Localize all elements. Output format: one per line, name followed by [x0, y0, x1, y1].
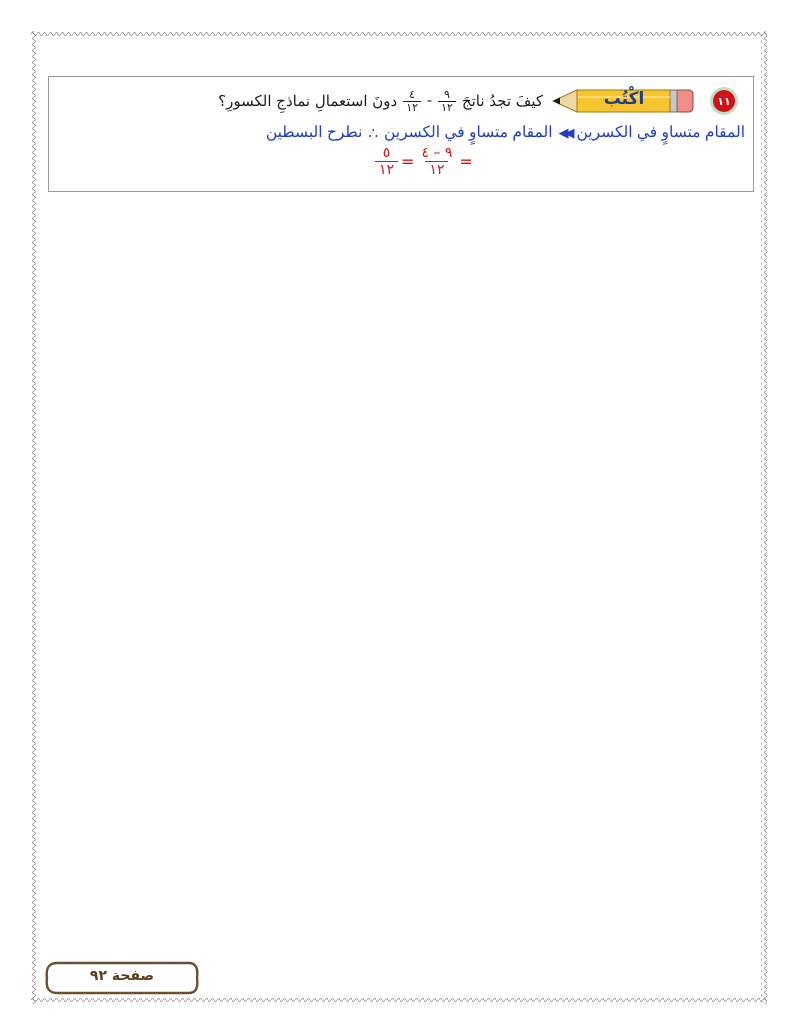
write-label: اكْتُب	[603, 89, 645, 109]
result-fraction	[375, 145, 398, 178]
trailing-equals-sign: =	[459, 152, 473, 171]
fraction-b-denominator: ١٢	[403, 101, 421, 114]
question-suffix: دونَ استعمالِ نماذجِ الكسورِ؟	[218, 92, 398, 110]
result-denominator: ١٢	[375, 161, 398, 178]
difference-denominator: ١٢	[425, 161, 448, 178]
result-numerator: ٥	[382, 145, 391, 161]
answer-part-2: المقام متساوٍ في الكسرين	[384, 124, 553, 141]
question-prefix: كيفَ تجدُ ناتجَ	[461, 92, 543, 110]
fraction-nine-twelfths	[438, 89, 456, 114]
equals-sign: =	[401, 152, 415, 171]
minus-operator: -	[427, 93, 433, 109]
fraction-a-denominator: ١٢	[438, 101, 456, 114]
question-box	[48, 76, 754, 192]
fraction-b-numerator: ٤	[409, 87, 416, 101]
therefore-symbol: ∴	[368, 124, 378, 142]
fraction-a-numerator: ٩	[444, 87, 450, 101]
question-line	[218, 83, 735, 119]
answer-part-3: نطرح البسطين	[265, 124, 363, 141]
page-number-label: صفحة ٩٢	[89, 968, 155, 984]
answer-equation	[375, 145, 476, 178]
question-text	[218, 89, 543, 114]
write-pencil-badge	[547, 86, 699, 116]
fraction-four-twelfths	[403, 89, 421, 114]
difference-fraction	[417, 145, 456, 178]
answer-part-1: المقام متساوٍ في الكسرين	[576, 124, 745, 141]
answer-line	[266, 123, 745, 142]
difference-numerator: ٩ – ٤	[421, 145, 453, 161]
page-number-tab	[43, 960, 201, 996]
question-number-badge: ١١	[713, 90, 735, 112]
double-arrow-icon: ◀◀	[558, 124, 571, 140]
